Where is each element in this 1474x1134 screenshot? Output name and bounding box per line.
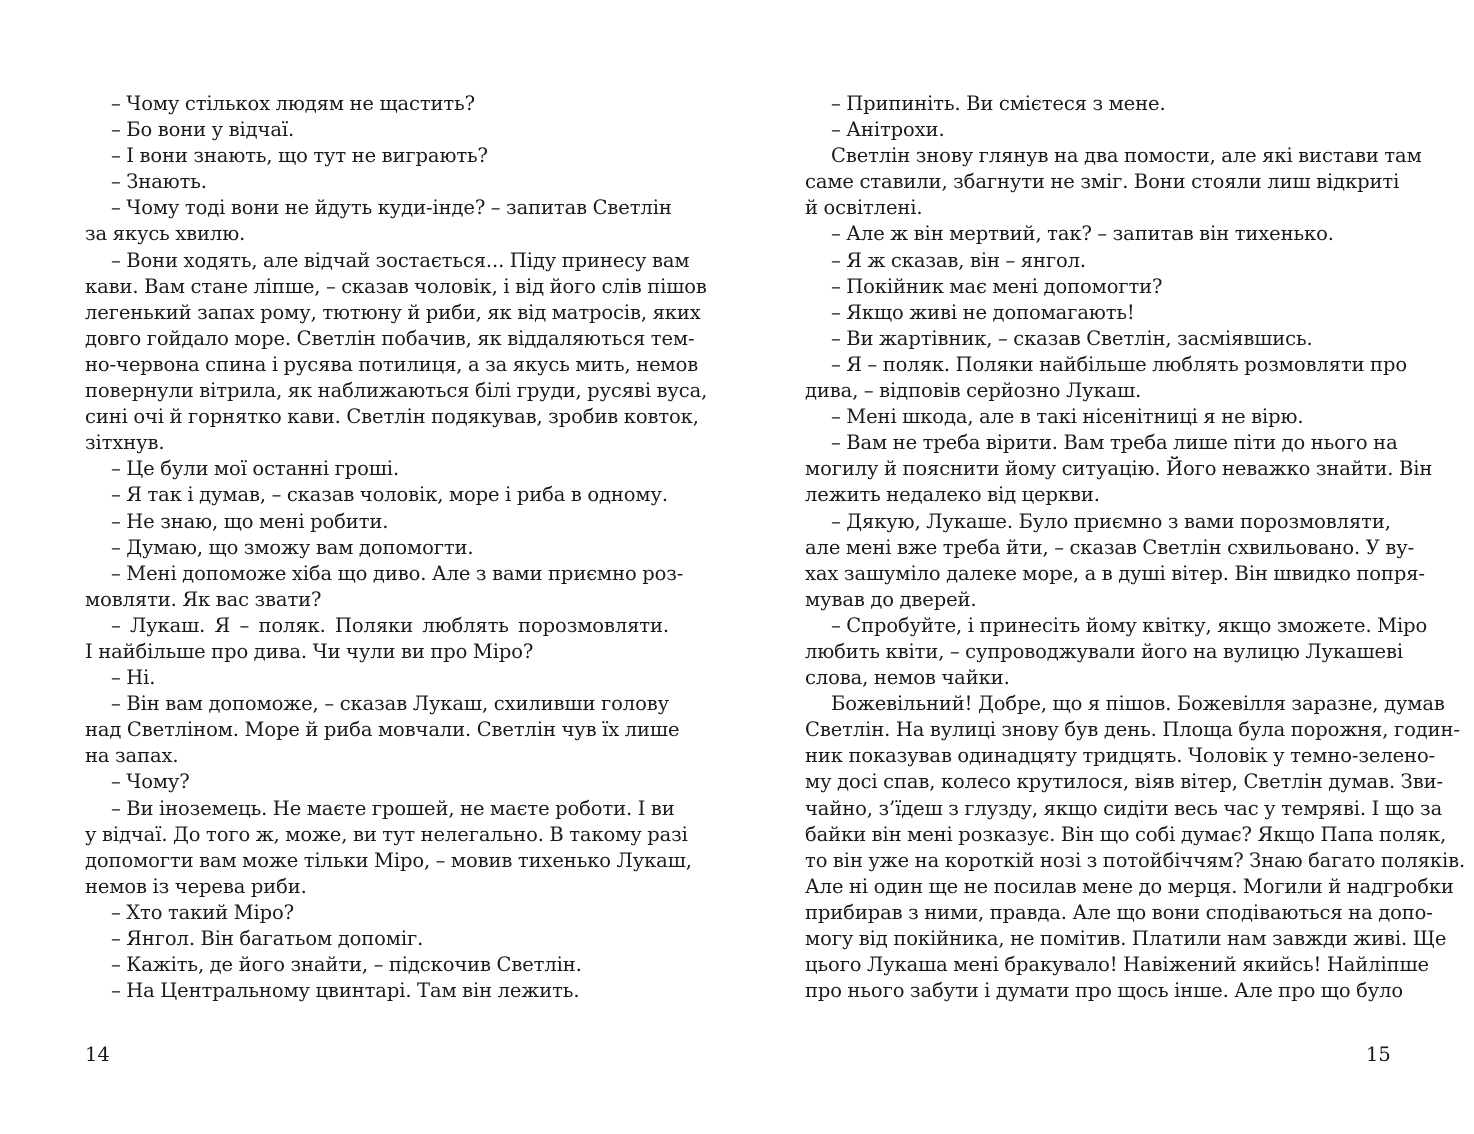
text-line: любить квіти, – супроводжували його на вулицю Лукашеві bbox=[805, 639, 1403, 663]
text-line: Але ні один ще не посилав мене до мерця. Могили й надгробки bbox=[805, 874, 1454, 898]
text-line: – Ви жартівник, – сказав Светлін, засміявшись. bbox=[831, 326, 1313, 350]
right-page-text bbox=[805, 91, 1466, 1004]
text-line: – Мені допоможе хіба що диво. Але з вами приємно роз- bbox=[111, 561, 684, 585]
text-line: ник показував одинадцяту тридцять. Чоловік у темно-зелено- bbox=[805, 744, 1436, 768]
text-line: – Якщо живі не допомагають! bbox=[831, 300, 1135, 324]
text-line: лежить недалеко від церкви. bbox=[805, 483, 1100, 507]
text-line: – І вони знають, що тут не виграють? bbox=[111, 144, 488, 168]
text-line: саме ставили, збагнути не зміг. Вони стояли лиш відкриті bbox=[805, 170, 1400, 194]
text-line: й освітлені. bbox=[805, 196, 923, 220]
text-line: Светлін. На вулиці знову був день. Площа була порожня, годин- bbox=[805, 718, 1460, 742]
text-line: за якусь хвилю. bbox=[85, 222, 246, 246]
text-line: Божевільний! Добре, що я пішов. Божевілля заразне, думав bbox=[831, 692, 1445, 716]
text-line: – Дякую, Лукаше. Було приємно з вами порозмовляти, bbox=[831, 509, 1391, 533]
text-line: слова, немов чайки. bbox=[805, 666, 1010, 690]
left-page-text bbox=[85, 91, 708, 1004]
text-line: на запах. bbox=[85, 744, 179, 768]
text-line: – На Центральному цвинтарі. Там він лежить. bbox=[111, 979, 580, 1003]
text-line: – Припиніть. Ви смієтеся з мене. bbox=[831, 92, 1166, 115]
text-line: – Не знаю, що мені робити. bbox=[111, 509, 389, 533]
text-line: легенький запах рому, тютюну й риби, як від матросів, яких bbox=[85, 300, 701, 324]
text-line: – Думаю, що зможу вам допомогти. bbox=[111, 535, 474, 559]
text-line: – Кажіть, де його знайти, – підскочив Светлін. bbox=[111, 953, 582, 977]
text-line: немов із черева риби. bbox=[85, 874, 307, 898]
text-line: – Спробуйте, і принесіть йому квітку, якщо зможете. Міро bbox=[831, 613, 1428, 637]
text-line: – Чому? bbox=[111, 770, 190, 794]
text-line: – Вони ходять, але відчай зостається... Піду принесу вам bbox=[111, 248, 690, 272]
text-line: повернули вітрила, як наближаються білі груди, русяві вуса, bbox=[85, 379, 708, 403]
text-line: могилу й пояснити йому ситуацію. Його неважко знайти. Він bbox=[805, 457, 1433, 481]
text-line: кави. Вам стане ліпше, – сказав чоловік, і від його слів пішов bbox=[85, 274, 707, 298]
text-line: – Ні. bbox=[111, 666, 156, 690]
text-line: – Знають. bbox=[111, 170, 207, 194]
text-line: зітхнув. bbox=[85, 431, 165, 455]
text-line: прибирав з ними, правда. Але що вони сподіваються на допо- bbox=[805, 900, 1433, 924]
text-line: байки він мені розказує. Він що собі думає? Якщо Папа поляк, bbox=[805, 822, 1447, 846]
left-page-number: 14 bbox=[85, 1043, 110, 1066]
text-line: – Мені шкода, але в такі нісенітниці я не вірю. bbox=[831, 405, 1304, 429]
text-line: сині очі й горнятко кави. Светлін подякував, зробив ковток, bbox=[85, 405, 699, 429]
text-line: могу від покійника, не помітив. Платили нам завжди живі. Ще bbox=[805, 927, 1447, 950]
text-line: – Чому тоді вони не йдуть куди-інде? – запитав Светлін bbox=[111, 196, 672, 220]
text-line: мовляти. Як вас звати? bbox=[85, 587, 322, 611]
text-line: – Ви іноземець. Не маєте грошей, не маєте роботи. І ви bbox=[111, 796, 675, 820]
text-line: – Я так і думав, – сказав чоловік, море і риба в одному. bbox=[111, 483, 668, 507]
text-line: дива, – відповів серйозно Лукаш. bbox=[805, 379, 1142, 403]
text-line: чайно, з’їдеш з глузду, якщо сидіти весь час у темряві. І що за bbox=[805, 796, 1443, 820]
text-line: – Я – поляк. Поляки найбільше люблять розмовляти про bbox=[831, 352, 1407, 376]
text-line: – Янгол. Він багатьом допоміг. bbox=[111, 927, 424, 950]
text-line: про нього забути і думати про щось інше. Але про що було bbox=[805, 979, 1404, 1003]
text-line: – Я ж сказав, він – янгол. bbox=[831, 248, 1087, 272]
text-line: мував до дверей. bbox=[805, 587, 977, 611]
text-line: но-червона спина і русява потилиця, а за якусь мить, немов bbox=[85, 352, 699, 376]
text-line: – Він вам допоможе, – сказав Лукаш, схиливши голову bbox=[111, 692, 669, 716]
text-line: – Покійник має мені допомогти? bbox=[831, 274, 1163, 298]
text-line: допомогти вам може тільки Міро, – мовив тихенько Лукаш, bbox=[85, 848, 692, 872]
text-line: – Чому стількох людям не щастить? bbox=[111, 92, 475, 115]
text-line: – Це були мої останні гроші. bbox=[111, 457, 400, 481]
text-line: Светлін знову глянув на два помости, але які вистави там bbox=[831, 144, 1422, 168]
text-line: цього Лукаша мені бракувало! Навіжений якийсь! Найліпше bbox=[805, 953, 1429, 977]
text-line: – Бо вони у відчаї. bbox=[111, 118, 295, 142]
text-line: хах зашуміло далеке море, а в душі вітер. Він швидко попря- bbox=[805, 561, 1425, 585]
text-line: – Вам не треба вірити. Вам треба лише піти до нього на bbox=[831, 431, 1398, 455]
text-line: – Анітрохи. bbox=[831, 118, 945, 142]
text-line: І найбільше про дива. Чи чули ви про Міро? bbox=[85, 639, 534, 663]
text-line: то він уже на короткій нозі з потойбіччям? Знаю багато поляків. bbox=[805, 848, 1466, 872]
text-line: – Хто такий Міро? bbox=[111, 900, 295, 924]
text-line: але мені вже треба йти, – сказав Светлін схвильовано. У ву- bbox=[805, 535, 1415, 559]
text-line: у відчаї. До того ж, може, ви тут нелегально. В такому разі bbox=[85, 822, 688, 846]
text-line: над Светліном. Море й риба мовчали. Светлін чув їх лише bbox=[85, 718, 680, 742]
text-line: – Але ж він мертвий, так? – запитав він тихенько. bbox=[831, 222, 1334, 246]
text-line: му досі спав, колесо крутилося, віяв вітер, Светлін думав. Зви- bbox=[805, 770, 1443, 794]
text-line: довго гойдало море. Светлін побачив, як віддаляються тем- bbox=[85, 326, 695, 350]
right-page-number: 15 bbox=[1366, 1043, 1391, 1066]
text-line: – Лукаш. Я – поляк. Поляки люблять порозмовляти. bbox=[111, 613, 669, 637]
